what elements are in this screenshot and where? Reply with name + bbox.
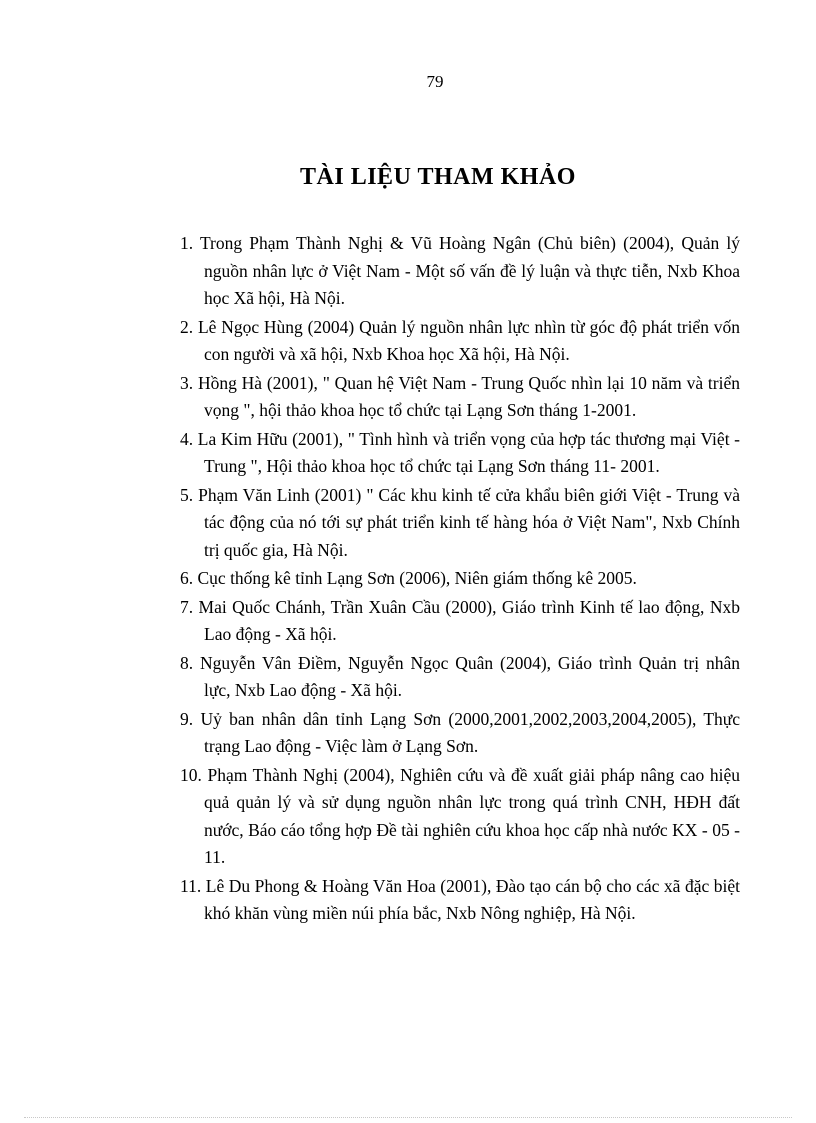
reference-text: Hồng Hà (2001), " Quan hệ Việt Nam - Trung Quốc nhìn lại 10 năm và triển vọng ", hội thảo khoa học tổ chức tại Lạng Sơn tháng 1-2001.: [197, 372, 740, 420]
reference-text: Trong Phạm Thành Nghị & Vũ Hoàng Ngân (Chủ biên) (2004), Quản lý nguồn nhân lực ở Việt Nam - Một số vấn đề lý luận và thực tiễn, Nxb Khoa học Xã hội, Hà Nội.: [199, 233, 740, 308]
reference-item: [178, 594, 740, 649]
reference-text: Phạm Văn Linh (2001) " Các khu kinh tế cửa khẩu biên giới Việt - Trung và tác động của nó tới sự phát triển kinh tế hàng hóa ở Việt Nam", Nxb Chính trị quốc gia, Hà Nội.: [198, 484, 741, 560]
reference-item: [178, 762, 740, 872]
page-number: 79: [426, 72, 444, 91]
reference-item: [178, 873, 740, 928]
reference-number: 9.: [180, 708, 194, 729]
reference-text: Nguyễn Vân Điềm, Nguyễn Ngọc Quân (2004), Giáo trình Quản trị nhân lực, Nxb Lao động - Xã hội.: [200, 652, 741, 700]
reference-number: 4.: [180, 428, 194, 449]
reference-number: 3.: [180, 372, 194, 393]
reference-text: Cục thống kê tỉnh Lạng Sơn (2006), Niên giám thống kê 2005.: [197, 568, 637, 588]
page-bottom-divider: [24, 1117, 792, 1118]
reference-text: Lê Ngọc Hùng (2004) Quản lý nguồn nhân lực nhìn từ góc độ phát triển vốn con người và xã hội, Nxb Khoa học Xã hội, Hà Nội.: [197, 316, 741, 364]
reference-text: Mai Quốc Chánh, Trần Xuân Cầu (2000), Giáo trình Kinh tế lao động, Nxb Lao động - Xã hội.: [198, 596, 740, 644]
reference-text: La Kim Hữu (2001), " Tình hình và triển vọng của hợp tác thương mại Việt - Trung ", Hội thảo khoa học tổ chức tại Lạng Sơn tháng 11- 2001.: [197, 428, 741, 476]
reference-text: Phạm Thành Nghị (2004), Nghiên cứu và đề xuất giải pháp nâng cao hiệu quả quản lý và sử dụng nguồn nhân lực trong quá trình CNH, HĐH đất nước, Báo cáo tổng hợp Đề tài nghiên cứu khoa học cấp nhà nước KX - 05 - 11.: [204, 764, 740, 867]
reference-item: [178, 650, 740, 705]
reference-item: [178, 482, 740, 565]
reference-number: 7.: [180, 596, 194, 617]
reference-number: 10.: [180, 764, 202, 785]
reference-item: [178, 230, 740, 313]
page-title: TÀI LIỆU THAM KHẢO: [300, 164, 576, 190]
reference-text: Uỷ ban nhân dân tỉnh Lạng Sơn (2000,2001,2002,2003,2004,2005), Thực trạng Lao động - Việc làm ở Lạng Sơn.: [200, 708, 741, 756]
reference-item: [178, 706, 740, 761]
reference-number: 5.: [180, 484, 194, 505]
reference-number: 8.: [180, 652, 194, 673]
reference-text: Lê Du Phong & Hoàng Văn Hoa (2001), Đào tạo cán bộ cho các xã đặc biệt khó khăn vùng miền núi phía bắc, Nxb Nông nghiệp, Hà Nội.: [204, 875, 740, 923]
reference-item: [178, 314, 740, 369]
reference-item: [178, 565, 740, 593]
reference-list: [178, 230, 740, 929]
reference-number: 11.: [180, 875, 202, 896]
reference-item: [178, 426, 740, 481]
reference-number: 6.: [180, 568, 194, 588]
reference-number: 2.: [180, 316, 194, 337]
reference-item: [178, 370, 740, 425]
reference-number: 1.: [180, 233, 194, 253]
